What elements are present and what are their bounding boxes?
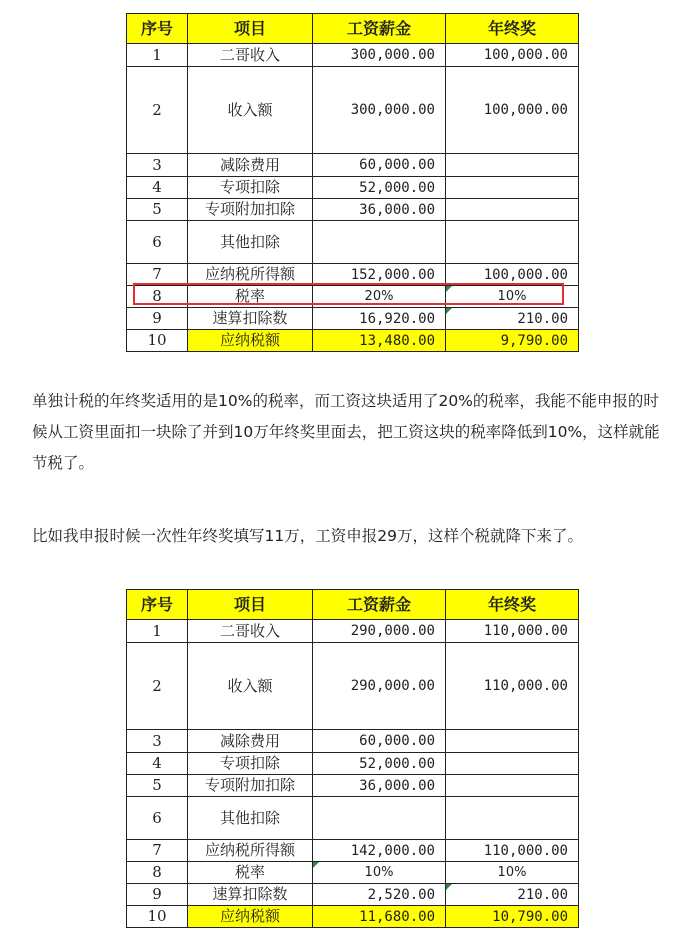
row-index: 5 <box>127 199 188 221</box>
row-salary: 13,480.00 <box>313 330 446 352</box>
row-salary: 300,000.00 <box>313 67 446 154</box>
row-index: 4 <box>127 753 188 775</box>
row-salary: 52,000.00 <box>313 753 446 775</box>
table-row <box>127 308 579 330</box>
example-paragraph: 比如我申报时候一次性年终奖填写11万，工资申报29万，这样个税就降下来了。 <box>32 527 583 545</box>
row-salary: 36,000.00 <box>313 775 446 797</box>
row-index: 4 <box>127 177 188 199</box>
row-item: 专项附加扣除 <box>188 199 313 221</box>
row-salary: 52,000.00 <box>313 177 446 199</box>
table-row <box>127 884 579 906</box>
row-bonus <box>446 199 579 221</box>
row-bonus: 210.00 <box>446 308 579 330</box>
row-salary: 60,000.00 <box>313 730 446 753</box>
row-item: 速算扣除数 <box>188 884 313 906</box>
row-item: 减除费用 <box>188 730 313 753</box>
row-item: 应纳税额 <box>188 906 313 928</box>
header-salary: 工资薪金 <box>313 14 446 44</box>
row-salary: 16,920.00 <box>313 308 446 330</box>
table-row <box>127 862 579 884</box>
row-salary: 290,000.00 <box>313 643 446 730</box>
header-item: 项目 <box>188 14 313 44</box>
row-bonus <box>446 775 579 797</box>
row-salary <box>313 221 446 264</box>
row-salary: 20% <box>313 286 446 308</box>
row-salary: 11,680.00 <box>313 906 446 928</box>
row-salary <box>313 797 446 840</box>
row-salary: 60,000.00 <box>313 154 446 177</box>
row-item: 专项扣除 <box>188 177 313 199</box>
row-bonus: 10,790.00 <box>446 906 579 928</box>
row-salary: 300,000.00 <box>313 44 446 67</box>
row-bonus: 10% <box>446 862 579 884</box>
row-salary: 36,000.00 <box>313 199 446 221</box>
row-index: 1 <box>127 620 188 643</box>
row-item: 收入额 <box>188 67 313 154</box>
row-bonus: 100,000.00 <box>446 264 579 286</box>
row-index: 3 <box>127 730 188 753</box>
row-bonus <box>446 177 579 199</box>
row-bonus: 10% <box>446 286 579 308</box>
header-index: 序号 <box>127 590 188 620</box>
table-row <box>127 840 579 862</box>
row-item: 税率 <box>188 286 313 308</box>
table-row <box>127 620 579 643</box>
row-item: 应纳税所得额 <box>188 264 313 286</box>
row-index: 3 <box>127 154 188 177</box>
table-header-row <box>127 590 579 620</box>
header-bonus: 年终奖 <box>446 590 579 620</box>
row-index: 10 <box>127 330 188 352</box>
table-header-row <box>127 14 579 44</box>
table-row <box>127 753 579 775</box>
header-index: 序号 <box>127 14 188 44</box>
row-bonus: 110,000.00 <box>446 620 579 643</box>
table-row <box>127 730 579 753</box>
row-item: 税率 <box>188 862 313 884</box>
row-bonus: 9,790.00 <box>446 330 579 352</box>
table-row <box>127 154 579 177</box>
row-item: 应纳税所得额 <box>188 840 313 862</box>
table-row <box>127 199 579 221</box>
row-salary: 142,000.00 <box>313 840 446 862</box>
row-salary: 290,000.00 <box>313 620 446 643</box>
header-salary: 工资薪金 <box>313 590 446 620</box>
row-index: 10 <box>127 906 188 928</box>
row-item: 专项扣除 <box>188 753 313 775</box>
table-row <box>127 177 579 199</box>
row-index: 2 <box>127 67 188 154</box>
row-index: 9 <box>127 884 188 906</box>
explanation-paragraph: 单独计税的年终奖适用的是10%的税率，而工资这块适用了20%的税率，我能不能申报的时候从工资里面扣一块除了并到10万年终奖里面去，把工资这块的税率降低到10%，这样就能节税了。 <box>32 392 660 472</box>
table-row <box>127 67 579 154</box>
row-index: 5 <box>127 775 188 797</box>
row-index: 9 <box>127 308 188 330</box>
tax-rate-highlight-box <box>133 283 564 305</box>
row-item: 二哥收入 <box>188 620 313 643</box>
row-bonus: 110,000.00 <box>446 643 579 730</box>
row-bonus: 110,000.00 <box>446 840 579 862</box>
row-salary: 152,000.00 <box>313 264 446 286</box>
row-item: 二哥收入 <box>188 44 313 67</box>
row-bonus <box>446 221 579 264</box>
row-index: 7 <box>127 840 188 862</box>
row-item: 速算扣除数 <box>188 308 313 330</box>
row-index: 2 <box>127 643 188 730</box>
row-bonus: 210.00 <box>446 884 579 906</box>
table-row <box>127 44 579 67</box>
row-index: 7 <box>127 264 188 286</box>
row-salary: 2,520.00 <box>313 884 446 906</box>
table-row <box>127 797 579 840</box>
table-row <box>127 221 579 264</box>
row-bonus <box>446 753 579 775</box>
row-index: 8 <box>127 862 188 884</box>
table-row <box>127 643 579 730</box>
row-index: 6 <box>127 221 188 264</box>
table-row <box>127 906 579 928</box>
row-bonus <box>446 730 579 753</box>
row-item: 其他扣除 <box>188 221 313 264</box>
row-item: 专项附加扣除 <box>188 775 313 797</box>
header-bonus: 年终奖 <box>446 14 579 44</box>
row-item: 应纳税额 <box>188 330 313 352</box>
row-index: 6 <box>127 797 188 840</box>
row-item: 减除费用 <box>188 154 313 177</box>
row-bonus: 100,000.00 <box>446 67 579 154</box>
row-item: 其他扣除 <box>188 797 313 840</box>
row-salary: 10% <box>313 862 446 884</box>
header-item: 项目 <box>188 590 313 620</box>
row-bonus: 100,000.00 <box>446 44 579 67</box>
table-row <box>127 775 579 797</box>
row-bonus <box>446 154 579 177</box>
row-index: 1 <box>127 44 188 67</box>
row-bonus <box>446 797 579 840</box>
row-item: 收入额 <box>188 643 313 730</box>
tax-table-adjusted <box>126 589 579 928</box>
table-row <box>127 330 579 352</box>
row-index: 8 <box>127 286 188 308</box>
